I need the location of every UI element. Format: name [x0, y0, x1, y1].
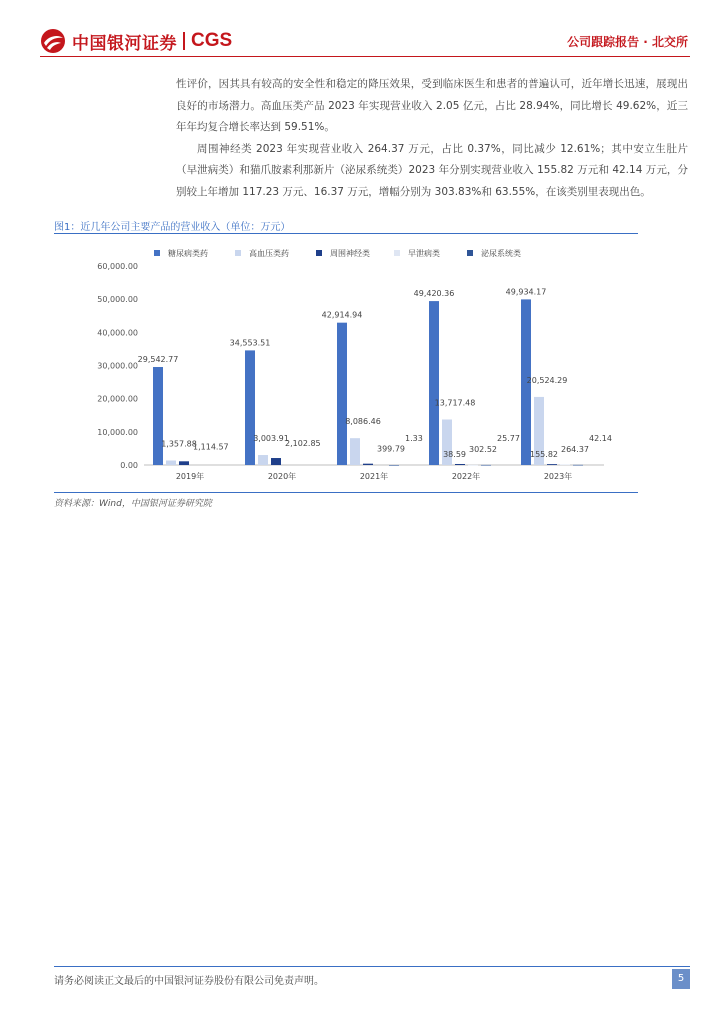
bar: [468, 465, 478, 466]
bar-value-label: 25.77: [497, 434, 520, 443]
y-tick-label: 30,000.00: [97, 361, 138, 371]
legend-label: 周围神经类: [330, 249, 370, 258]
figure-top-rule: [54, 233, 638, 234]
legend-swatch: [154, 250, 160, 256]
legend-swatch: [316, 250, 322, 256]
figure-title-row: [54, 215, 638, 233]
legend-swatch: [394, 250, 400, 256]
bar-value-label: 38.59: [443, 450, 466, 459]
bar: [153, 367, 163, 465]
bar: [455, 464, 465, 465]
figure-bottom-rule: [54, 492, 638, 493]
bar-value-label: 3,003.91: [253, 434, 289, 444]
y-tick-label: 40,000.00: [97, 328, 138, 338]
legend-label: 糖尿病类药: [168, 249, 208, 258]
legend-label: 泌尿系统类: [481, 249, 521, 258]
x-tick-label: 2019年: [175, 472, 205, 481]
logo-text-en: CGS: [191, 30, 233, 51]
bar-value-label: 302.52: [469, 444, 497, 454]
x-tick-label: 2021年: [359, 472, 389, 481]
legend-swatch: [235, 250, 241, 256]
x-tick-label: 2023年: [543, 472, 573, 481]
bar: [258, 455, 268, 465]
bar: [429, 301, 439, 465]
y-tick-label: 10,000.00: [97, 427, 138, 437]
y-tick-label: 0.00: [120, 461, 138, 470]
bar-value-label: 20,524.29: [526, 375, 568, 385]
bar-value-label: 42,914.94: [321, 310, 363, 320]
y-tick-label: 50,000.00: [97, 295, 138, 305]
bar: [363, 464, 373, 465]
report-type-label: 公司跟踪报告 · 北交所: [567, 35, 688, 49]
paragraph-peripheral-nerve: 周围神经类 2023 年实现营业收入 264.37 万元，占比 0.37%，同比减少 12.61%；其中安立生肚片（早泄病类）和猫爪胺素利那新片（泌尿系统类）2023 年分别实现营业收入 155.82 万元和 42.14 万元，分别较上年增加 117.23 万元、16.37 万元，增幅分别为 303.83%和 63.55%，在该类别里表现出色。: [176, 142, 688, 198]
revenue-bar-chart: [54, 236, 638, 492]
bar-value-label: 155.82: [530, 450, 558, 459]
bar: [166, 460, 176, 465]
bar-value-label: 49,420.36: [413, 289, 455, 299]
logo-text-cn: 中国银河证券: [72, 33, 177, 54]
bar: [389, 465, 399, 466]
bar-value-label: 34,553.51: [229, 338, 271, 348]
bar-value-label: 1,357.88: [161, 439, 197, 449]
figure-title: 图1：近几年公司主要产品的营业收入（单位：万元）: [54, 222, 291, 233]
page-header: [0, 0, 724, 60]
legend-label: 高血压类药: [249, 249, 289, 258]
bar-value-label: 1.33: [405, 434, 423, 443]
bar-value-label: 49,934.17: [505, 287, 547, 297]
galaxy-logo-icon: [40, 28, 66, 54]
bar: [350, 438, 360, 465]
bar-value-label: 8,086.46: [345, 417, 381, 427]
header-divider: [40, 56, 690, 57]
bar-value-label: 399.79: [377, 444, 405, 454]
x-tick-label: 2020年: [267, 472, 297, 481]
company-logo: [40, 28, 232, 54]
bar: [245, 350, 255, 465]
footer-disclaimer: 请务必阅读正文最后的中国银河证券股份有限公司免责声明。: [54, 976, 324, 987]
figure-source: 资料来源：Wind，中国银河证券研究院: [54, 499, 212, 509]
body-text: [176, 74, 688, 203]
bar-value-label: 264.37: [561, 445, 589, 455]
bar: [481, 465, 491, 466]
bar-value-label: 2,102.85: [285, 439, 321, 449]
bar-value-label: 29,542.77: [137, 355, 179, 365]
y-tick-label: 60,000.00: [97, 262, 138, 271]
bar: [560, 464, 570, 465]
legend-swatch: [467, 250, 473, 256]
y-tick-label: 20,000.00: [97, 394, 138, 404]
logo-divider: [183, 32, 185, 50]
bar: [179, 461, 189, 465]
chart-canvas: [54, 236, 638, 492]
legend-label: 早泄病类: [408, 249, 440, 258]
bar: [573, 465, 583, 466]
paragraph-hypertension: 性评价，因其具有较高的安全性和稳定的降压效果，受到临床医生和患者的普遍认可，近年增长迅速，展现出良好的市场潜力。高血压类产品 2023 年实现营业收入 2.05 亿元，占比 28.94%，同比增长 49.62%，近三年年均复合增长率达到 59.51%。: [176, 78, 688, 133]
bar: [271, 458, 281, 465]
page-number: 5: [672, 969, 690, 989]
bar-value-label: 13,717.48: [434, 398, 476, 408]
footer-divider: [54, 966, 690, 967]
x-tick-label: 2022年: [451, 472, 481, 481]
bar-value-label: 1,114.57: [193, 442, 229, 452]
bar: [547, 464, 557, 465]
bar: [337, 323, 347, 465]
bar-value-label: 42.14: [589, 434, 612, 443]
